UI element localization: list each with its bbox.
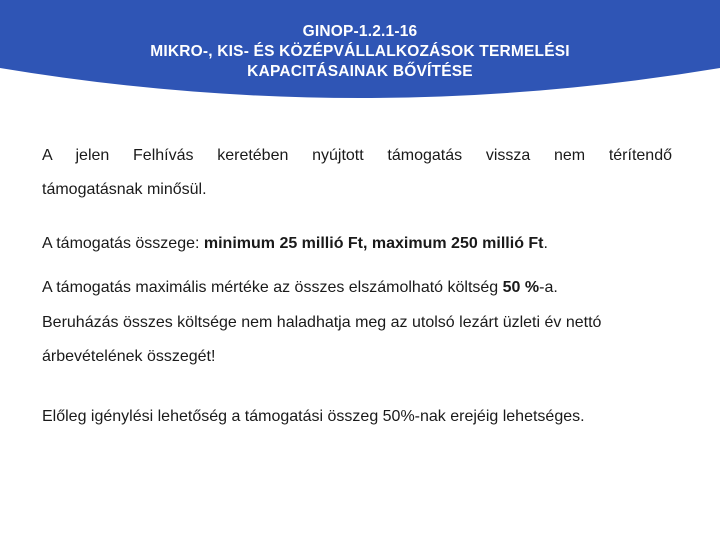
intro-paragraph xyxy=(42,147,672,199)
amount-paragraph xyxy=(42,235,548,253)
intro-line-1: A jelen Felhívás keretében nyújtott támogatás vissza nem térítendő xyxy=(42,147,672,164)
page-title xyxy=(0,22,720,82)
rate-prefix: A támogatás maximális mértéke az összes elszámolható költség xyxy=(42,279,503,296)
amount-suffix: . xyxy=(543,235,548,252)
investment-paragraph xyxy=(42,314,601,366)
title-line-2: MIKRO-, KIS- ÉS KÖZÉPVÁLLALKOZÁSOK TERMELÉSI xyxy=(150,43,570,60)
advance-text: Előleg igénylési lehetőség a támogatási összeg 50%-nak erejéig lehetséges. xyxy=(42,408,585,425)
investment-line-1: Beruházás összes költsége nem haladhatja meg az utolsó lezárt üzleti év nettó xyxy=(42,314,602,331)
title-line-1: GINOP-1.2.1-16 xyxy=(302,23,418,40)
intro-line-2: támogatásnak minősül. xyxy=(42,181,207,198)
investment-line-2: árbevételének összegét! xyxy=(42,348,216,365)
advance-paragraph xyxy=(42,408,585,426)
amount-prefix: A támogatás összege: xyxy=(42,235,204,252)
amount-value: minimum 25 millió Ft, maximum 250 millió Ft xyxy=(203,235,544,252)
rate-paragraph xyxy=(42,279,558,297)
title-line-3: KAPACITÁSAINAK BŐVÍTÉSE xyxy=(247,63,473,80)
header-band xyxy=(0,0,720,104)
rate-value: 50 % xyxy=(502,279,540,296)
rate-suffix: -a. xyxy=(539,279,558,296)
